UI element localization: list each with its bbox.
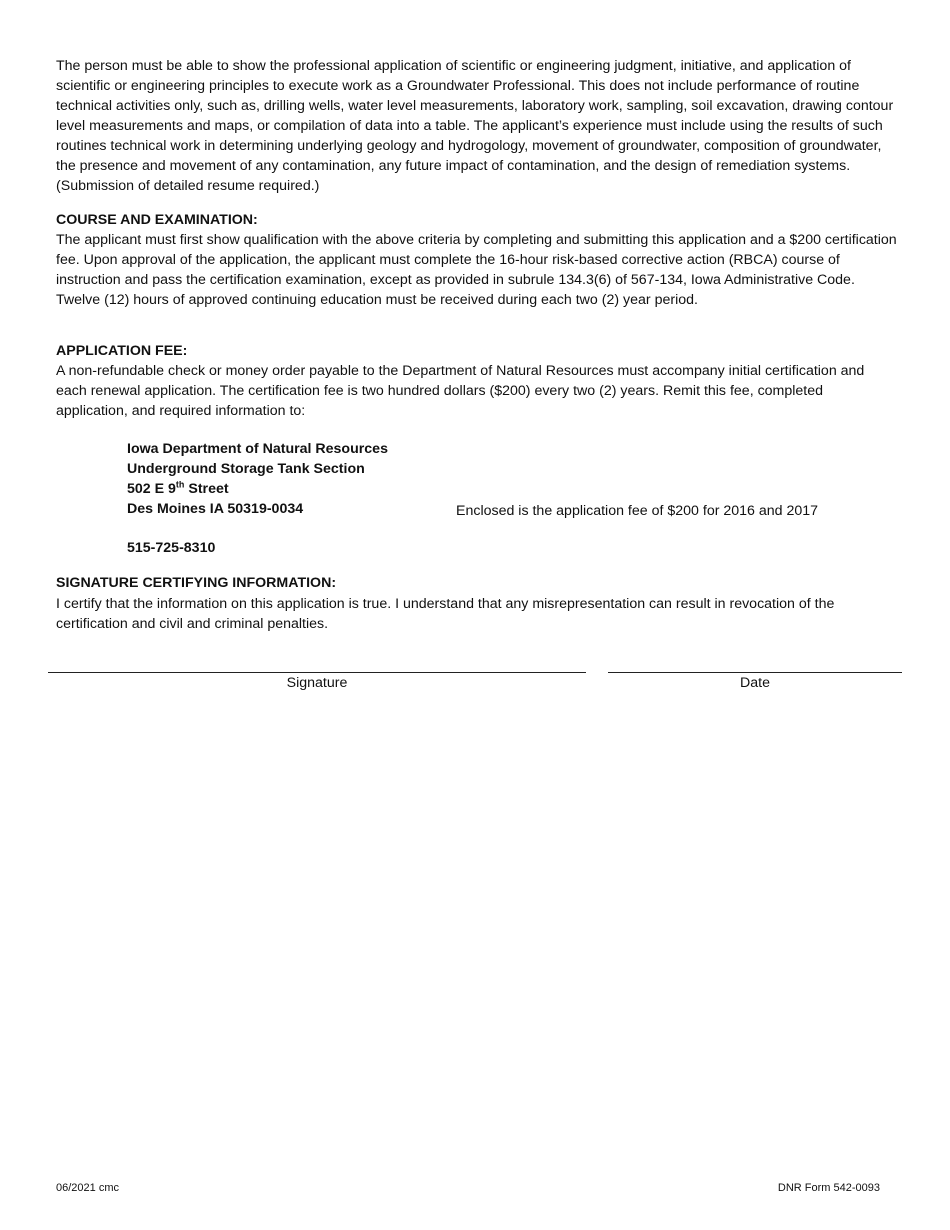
address-line-2: Underground Storage Tank Section — [127, 461, 365, 477]
date-label: Date — [740, 675, 770, 691]
mailing-address — [127, 439, 388, 519]
signature-label: Signature — [286, 675, 348, 691]
course-paragraph: The applicant must first show qualification with the above criteria by completing and submitting this application and a $200 certification fee. Upon approval of the application, the applicant must complete the 16-hour risk-based corrective action (RBCA) course of instruction and pass the certification examination, except as provided in subrule 134.3(6) of 567-134, Iowa Administrative Code. Twelve (12) hours of approved continuing education must be received during each two (2) year period. — [56, 232, 897, 308]
address-street-name: Street — [184, 481, 229, 497]
signature-heading: SIGNATURE CERTIFYING INFORMATION: — [56, 575, 337, 591]
address-ordinal: th — [175, 479, 185, 490]
fee-heading: APPLICATION FEE: — [56, 343, 188, 359]
address-line-1: Iowa Department of Natural Resources — [127, 441, 388, 457]
address-line-3 — [127, 479, 388, 499]
fee-paragraph: A non-refundable check or money order payable to the Department of Natural Resources must accompany initial certification and each renewal application. The certification fee is two hundred dollars ($200) every two (2) years. Remit this fee, completed application, and required information to: — [56, 363, 865, 419]
enclosed-fee-statement: Enclosed is the application fee of $200 for 2016 and 2017 — [456, 503, 819, 519]
address-line-4: Des Moines IA 50319-0034 — [127, 501, 304, 517]
phone-number: 515-725-8310 — [127, 540, 216, 556]
address-street-number: 502 E 9 — [127, 481, 176, 497]
intro-paragraph: The person must be able to show the professional application of scientific or engineering judgment, initiative, and application of scientific or engineering principles to execute work as a Groundwater Professional. This does not include performance of routine technical activities only, such as, drilling wells, water level measurements, laboratory work, sampling, soil excavation, drawing contour level measurements and maps, or compilation of data into a table. The applicant’s experience must include using the results of such routines technical work in determining underlying geology and hydrogology, movement of groundwater, composition of groundwater, the presence and movement of any contamination, any future impact of contamination, and the design of remediation systems. (Submission of detailed resume required.) — [56, 58, 894, 194]
signature-paragraph: I certify that the information on this application is true. I understand that any misrepresentation can result in revocation of the certification and civil and criminal penalties. — [56, 596, 835, 632]
footer-revision: 06/2021 cmc — [56, 1182, 119, 1194]
footer-form-number: DNR Form 542-0093 — [777, 1182, 880, 1194]
course-heading: COURSE AND EXAMINATION: — [56, 212, 258, 228]
